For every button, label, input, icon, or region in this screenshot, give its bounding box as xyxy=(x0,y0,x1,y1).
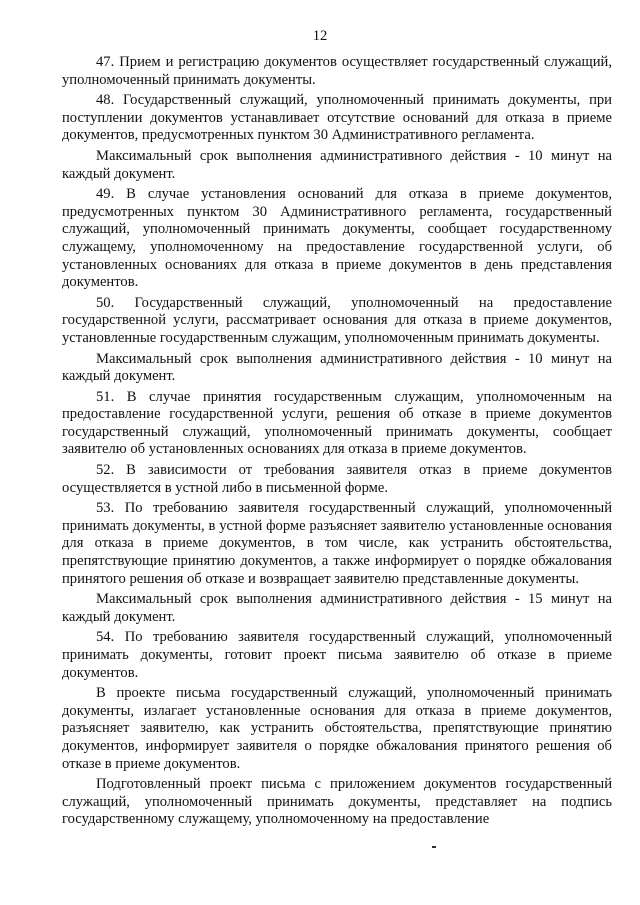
paragraph-48: 48. Государственный служащий, уполномоченный принимать документы, при поступлении документов устанавливает отсутствие оснований для отказа в приеме документов, предусмотренных пунктом 30 Административного регламента. xyxy=(62,92,612,144)
document-body xyxy=(62,54,612,831)
paragraph-50: 50. Государственный служащий, уполномоченный на предоставление государственной услуги, рассматривает основания для отказа в приеме документов, установленные государственным служащим, уполномоченным принимать документы. xyxy=(62,294,612,346)
paragraph-52: 52. В зависимости от требования заявителя отказ в приеме документов осуществляется в устной либо в письменной форме. xyxy=(62,462,612,496)
letter-signing-paragraph: Подготовленный проект письма с приложением документов государственный служащий, уполномоченный принимать документы, представляет на подпись государственному служащему, уполномоченному на предоставление xyxy=(62,776,612,828)
time-limit-note-2: Максимальный срок выполнения административного действия - 10 минут на каждый документ. xyxy=(62,350,612,385)
paragraph-54: 54. По требованию заявителя государственный служащий, уполномоченный принимать документы, готовит проект письма заявителю об отказе в приеме документов. xyxy=(62,629,612,681)
paragraph-47: 47. Прием и регистрацию документов осуществляет государственный служащий, уполномоченный принимать документы. xyxy=(62,54,612,88)
time-limit-note-1: Максимальный срок выполнения административного действия - 10 минут на каждый документ. xyxy=(62,147,612,182)
paragraph-53: 53. По требованию заявителя государственный служащий, уполномоченный принимать документы, в устной форме разъясняет заявителю установленные основания для отказа в приеме документов, в том числе, как устранить обстоятельства, препятствующие принятию документов, а также информирует о порядке обжалования принятого решения об отказе и возвращает заявителю представленные документы. xyxy=(62,500,612,587)
letter-draft-paragraph: В проекте письма государственный служащий, уполномоченный принимать документы, излагает установленные основания для отказа в приеме документов, разъясняет заявителю, как устранить обстоятельства, препятствующие принятию документов, информирует заявителя о порядке обжалования принятого решения об отказе в приеме документов. xyxy=(62,685,612,772)
scan-mark xyxy=(432,846,436,848)
paragraph-49: 49. В случае установления оснований для отказа в приеме документов, предусмотренных пунктом 30 Административного регламента, государственный служащий, уполномоченный принимать документы, сообщает государственному служащему, уполномоченному на предоставление государственной услуги, об установленных основаниях для отказа в приеме документов в день представления документов. xyxy=(62,186,612,291)
page-number: 12 xyxy=(312,28,328,44)
paragraph-51: 51. В случае принятия государственным служащим, уполномоченным на предоставление государственной услуги, решения об отказе в приеме документов государственный служащий, уполномоченный принимать документы, сообщает заявителю об установленных основаниях для отказа в приеме документов. xyxy=(62,388,612,458)
time-limit-note-3: Максимальный срок выполнения административного действия - 15 минут на каждый документ. xyxy=(62,591,612,625)
